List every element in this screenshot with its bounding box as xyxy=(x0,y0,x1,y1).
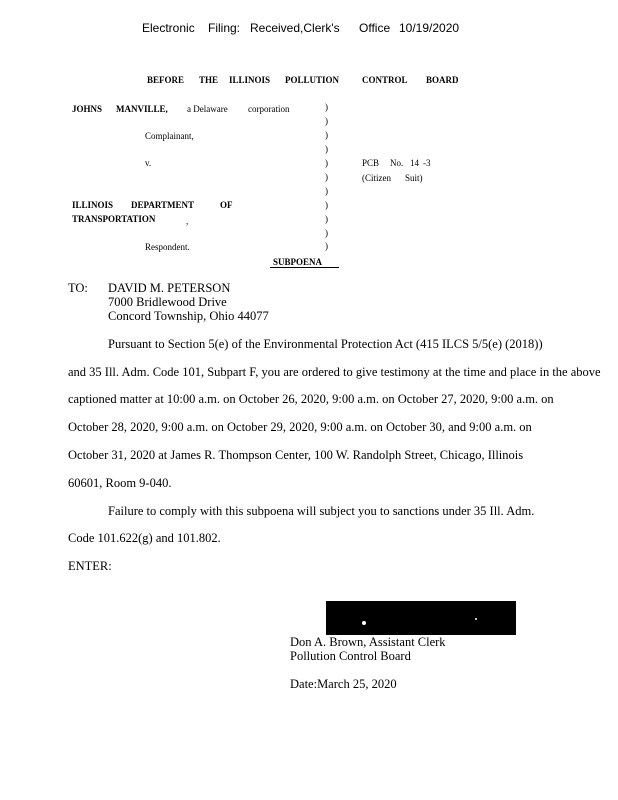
filing-received: Received,Clerk's xyxy=(250,21,340,35)
enter-label: ENTER: xyxy=(68,559,112,573)
board-word: ILLINOIS xyxy=(229,75,271,85)
complainant-name: MANVILLE, xyxy=(116,104,168,114)
body-line: October 31, 2020 at James R. Thompson Center, 100 W. Randolph Street, Chicago, Illinois xyxy=(68,448,524,462)
redaction-artifact xyxy=(475,618,477,620)
versus-label: v. xyxy=(145,158,152,168)
caption-paren: ) xyxy=(325,200,328,210)
document-title: SUBPOENA xyxy=(273,257,323,267)
to-label: TO: xyxy=(68,281,88,295)
respondent-name: ILLINOIS xyxy=(72,200,114,210)
respondent-comma: , xyxy=(186,216,189,226)
caption-paren: ) xyxy=(325,172,328,182)
board-word: BOARD xyxy=(426,75,459,85)
complainant-desc: a Delaware xyxy=(187,104,228,114)
caption-paren: ) xyxy=(325,116,328,126)
complainant-name: JOHNS xyxy=(72,104,103,114)
board-word: BEFORE xyxy=(147,75,185,85)
filing-office: Office xyxy=(359,21,391,35)
respondent-name: DEPARTMENT xyxy=(131,200,195,210)
case-type: Suit) xyxy=(405,173,423,183)
case-suffix: -3 xyxy=(423,158,431,168)
respondent-name: TRANSPORTATION xyxy=(72,214,156,224)
body-line: Failure to comply with this subpoena will subject you to sanctions under 35 Ill. Adm. xyxy=(108,504,535,518)
caption-paren: ) xyxy=(325,241,328,251)
respondent-label: Respondent. xyxy=(145,242,190,252)
complainant-desc: corporation xyxy=(248,104,290,114)
case-pcb: PCB xyxy=(362,158,380,168)
case-type: (Citizen xyxy=(362,173,391,183)
body-line: 60601, Room 9-040. xyxy=(68,476,172,490)
caption-paren: ) xyxy=(325,102,328,112)
filing-word: Filing: xyxy=(208,21,241,35)
caption-paren: ) xyxy=(325,186,328,196)
addressee-name: DAVID M. PETERSON xyxy=(108,281,231,295)
caption-paren: ) xyxy=(325,228,328,238)
complainant-label: Complainant, xyxy=(145,131,194,141)
case-number: 14 xyxy=(410,158,419,168)
caption-paren: ) xyxy=(325,144,328,154)
body-line: and 35 Ill. Adm. Code 101, Subpart F, you are ordered to give testimony at the time and place in the above xyxy=(68,365,601,379)
signature-date: Date:March 25, 2020 xyxy=(290,677,397,691)
caption-paren: ) xyxy=(325,130,328,140)
filing-date: 10/19/2020 xyxy=(399,21,460,35)
caption-paren: ) xyxy=(325,214,328,224)
body-line: Code 101.622(g) and 101.802. xyxy=(68,531,221,545)
board-word: CONTROL xyxy=(362,75,408,85)
addressee-city: Concord Township, Ohio 44077 xyxy=(108,309,269,323)
body-line: Pursuant to Section 5(e) of the Environmental Protection Act (415 ILCS 5/5(e) (2018)) xyxy=(108,337,543,351)
signer-board: Pollution Control Board xyxy=(290,649,411,663)
case-no: No. xyxy=(390,158,404,168)
redacted-signature xyxy=(326,601,516,635)
body-line: captioned matter at 10:00 a.m. on October 26, 2020, 9:00 a.m. on October 27, 2020, 9:00 a.m. on xyxy=(68,392,554,406)
board-word: THE xyxy=(199,75,219,85)
board-word: POLLUTION xyxy=(285,75,340,85)
filing-label: Electronic xyxy=(142,21,195,35)
redaction-artifact xyxy=(362,621,366,625)
title-underline xyxy=(270,267,339,268)
signer-name: Don A. Brown, Assistant Clerk xyxy=(290,635,446,649)
addressee-street: 7000 Bridlewood Drive xyxy=(108,295,227,309)
body-line: October 28, 2020, 9:00 a.m. on October 29, 2020, 9:00 a.m. on October 30, and 9:00 a.m. on xyxy=(68,420,532,434)
caption-paren: ) xyxy=(325,158,328,168)
respondent-name: OF xyxy=(220,200,233,210)
